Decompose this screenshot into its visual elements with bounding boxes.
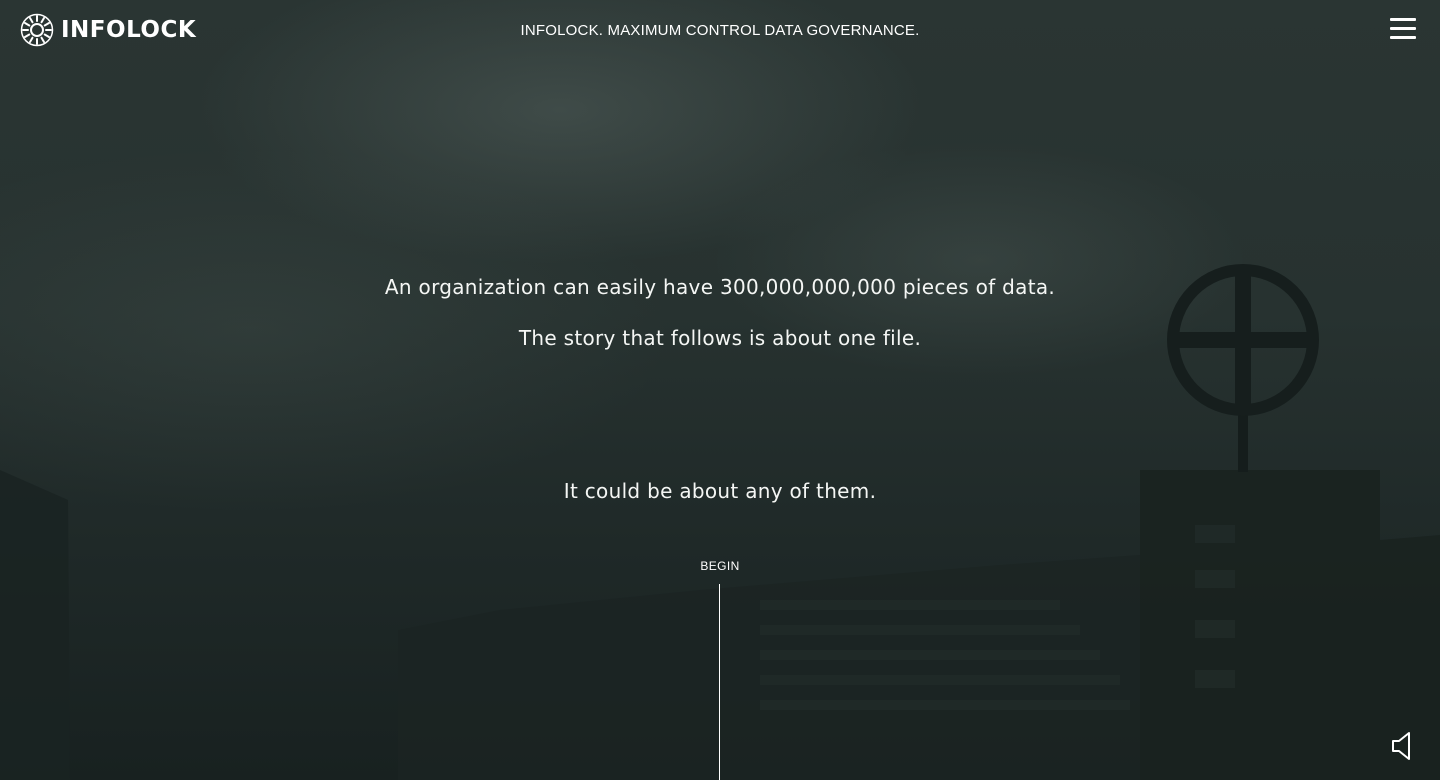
begin-button[interactable]	[620, 558, 820, 780]
logo-wordmark: INFOLOCK	[61, 17, 197, 43]
begin-label: BEGIN	[700, 559, 740, 573]
top-navigation-bar	[0, 0, 1440, 62]
hamburger-menu-icon[interactable]	[1390, 17, 1416, 43]
begin-scroll-line	[719, 584, 720, 780]
speaker-icon[interactable]	[1391, 730, 1415, 762]
intro-line-one-file: The story that follows is about one file.	[518, 326, 922, 350]
site-tagline: INFOLOCK. MAXIMUM CONTROL DATA GOVERNANCE.	[520, 22, 920, 39]
menu-bar-top	[1390, 18, 1416, 21]
menu-bar-bottom	[1390, 36, 1416, 39]
intro-line-any-of-them: It could be about any of them.	[563, 479, 877, 503]
menu-bar-middle	[1390, 27, 1416, 30]
intro-line-data-count: An organization can easily have 300,000,000,000 pieces of data.	[384, 275, 1056, 299]
